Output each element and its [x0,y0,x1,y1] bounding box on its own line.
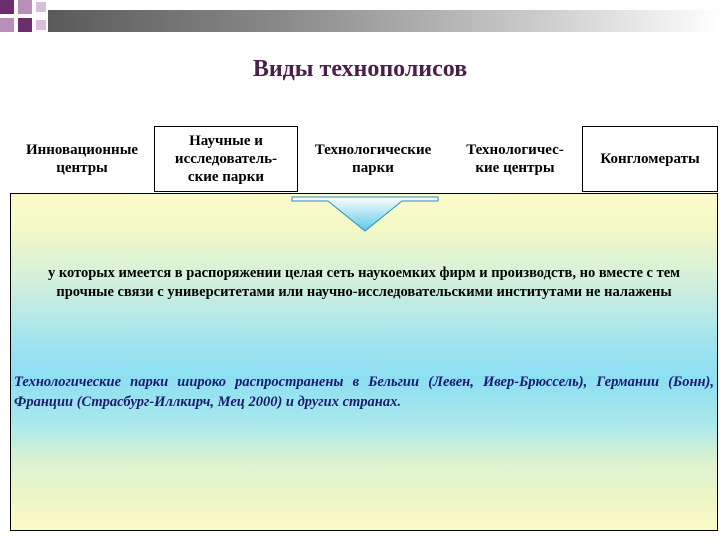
top-gradient-bar [48,10,720,32]
category-label: Технологичес- кие центры [466,142,564,176]
category-conglomerates [582,126,718,192]
corner-square-icon [0,0,14,14]
corner-square-icon [36,20,46,30]
category-header-row [10,126,718,192]
category-innovation-centers [10,126,154,192]
category-science-parks [154,126,298,192]
corner-square-icon [0,18,14,32]
category-label: Научные и исследователь- ские парки [174,133,278,185]
corner-square-icon [18,0,32,14]
technology-parks-examples-note: Технологические парки широко распространены в Бельгии (Левен, Ивер-Брюссель), Германии (Бонн), Франции (Страсбург-Иллкирч, Мец 2000) и других странах. [14,374,714,410]
technology-parks-description: у которых имеется в распоряжении целая сеть наукоемких фирм и производств, но вместе с тем прочные связи с университетами или научно-исследовательскими институтами не налажены [47,265,681,300]
content-panel [10,193,718,531]
down-arrow-icon [290,193,440,233]
category-label: Инновационные центры [25,142,139,176]
category-technology-centers [448,126,582,192]
corner-square-icon [18,18,32,32]
slide-title: Виды технополисов [252,56,468,82]
category-label: Технологические парки [314,142,432,176]
corner-square-icon [36,2,46,12]
category-technology-parks [298,126,448,192]
category-label: Конгломераты [600,151,700,167]
